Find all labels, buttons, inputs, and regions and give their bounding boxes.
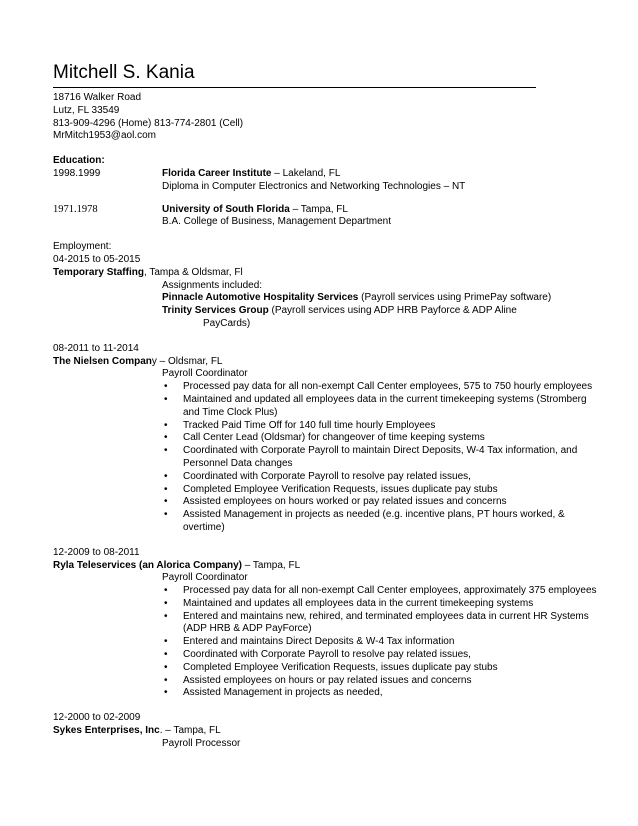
company-location: y – Oldsmar, FL [151, 355, 223, 367]
education-section [53, 155, 598, 229]
bullet-dot-icon: • [164, 636, 168, 648]
bullet-text: Coordinated with Corporate Payroll to maintain Direct Deposits, W-4 Tax information, and Personnel Data changes [183, 445, 578, 469]
bullet-dot-icon: • [164, 381, 168, 393]
bullet-text: Completed Employee Verification Requests, issues duplicate pay stubs [183, 483, 498, 495]
bullet-dot-icon: • [164, 674, 168, 686]
contact-block [53, 92, 598, 143]
bullet-text: Assisted employees on hours worked or pay related issues and concerns [183, 496, 507, 508]
assignment-desc: (Payroll services using PrimePay software) [358, 292, 552, 304]
bullet-item [53, 649, 598, 662]
bullet-dot-icon: • [164, 419, 168, 431]
company-location: – Tampa, FL [241, 559, 301, 571]
bullet-text: Entered and maintains Direct Deposits & W-4 Tax information [183, 636, 455, 648]
bullet-dot-icon: • [164, 496, 168, 508]
company-name: Sykes Enterprises, Inc [53, 725, 160, 737]
bullet-item [53, 585, 598, 598]
bullet-item [53, 484, 598, 497]
education-entry [53, 204, 598, 217]
job-title: Payroll Coordinator [162, 368, 248, 380]
assignment-desc: (Payroll services using ADP HRB Payforce & ADP Aline [268, 305, 517, 317]
company-location: , Tampa & Oldsmar, Fl [143, 266, 243, 278]
bullet-dot-icon: • [164, 597, 168, 609]
bullet-item [53, 662, 598, 675]
bullet-item [53, 420, 598, 433]
education-dates: 1998.1999 [53, 167, 101, 179]
bullet-dot-icon: • [164, 585, 168, 597]
bullet-dot-icon: • [164, 661, 168, 673]
bullet-dot-icon: • [164, 509, 168, 521]
assignments-label: Assignments included: [162, 279, 263, 291]
bullet-text: Assisted employees on hours or pay related issues and concerns [183, 674, 472, 686]
employment-heading: Employment: [53, 241, 112, 253]
education-detail-row [53, 216, 598, 229]
bullet-text: Entered and maintains new, rehired, and terminated employees data in current HR Systems (ADP HRB & ADP PayForce) [183, 610, 589, 635]
bullet-text: Maintained and updated all employees data in the current timekeeping systems (Stromberg and Time Clock Plus) [183, 393, 587, 418]
bullet-text: Call Center Lead (Oldsmar) for changeover of time keeping systems [183, 432, 485, 444]
bullet-dot-icon: • [164, 445, 168, 457]
employment-section [53, 241, 598, 750]
bullet-text: Processed pay data for all non-exempt Call Center employees, 575 to 750 hourly employees [183, 381, 593, 393]
bullet-dot-icon: • [164, 483, 168, 495]
bullet-text: Processed pay data for all non-exempt Call Center employees, approximately 375 employees [183, 585, 597, 597]
bullet-item [53, 598, 598, 611]
bullet-dot-icon: • [164, 470, 168, 482]
school-location: – Lakeland, FL [271, 167, 341, 179]
education-detail-row [53, 181, 598, 194]
bullet-dot-icon: • [164, 649, 168, 661]
assignment-desc-cont: PayCards) [203, 317, 251, 329]
assignment-name: Pinnacle Automotive Hospitality Services [162, 292, 359, 304]
bullet-item [53, 432, 598, 445]
education-entry [53, 168, 598, 181]
bullet-text: Assisted Management in projects as needed, [183, 687, 383, 699]
candidate-name: Mitchell S. Kania [53, 62, 195, 83]
bullet-dot-icon: • [164, 393, 168, 405]
bullet-dot-icon: • [164, 432, 168, 444]
city-line: Lutz, FL 33549 [53, 104, 120, 116]
job-dates: 12-2000 to 02-2009 [53, 712, 141, 724]
header-rule [53, 87, 536, 88]
company-name: Temporary Staffing [53, 266, 144, 278]
job-title: Payroll Coordinator [162, 572, 248, 584]
education-detail: Diploma in Computer Electronics and Networking Technologies – NT [162, 180, 466, 192]
bullet-text: Maintained and updates all employees data in the current timekeeping systems [183, 597, 534, 609]
bullet-item [53, 611, 598, 637]
company-name: Ryla Teleservices (an Alorica Company) [53, 559, 242, 571]
bullet-item [53, 675, 598, 688]
email-line: MrMitch1953@aol.com [53, 130, 156, 142]
bullet-text: Coordinated with Corporate Payroll to resolve pay related issues, [183, 649, 471, 661]
bullet-item [53, 445, 598, 471]
bullet-text: Tracked Paid Time Off for 140 full time hourly Employees [183, 419, 436, 431]
job-bullets [53, 585, 598, 700]
job-dates: 12-2009 to 08-2011 [53, 546, 140, 558]
address-line: 18716 Walker Road [53, 92, 142, 103]
bullet-item [53, 471, 598, 484]
education-dates: 1971.1978 [53, 203, 98, 215]
bullet-item [53, 394, 598, 420]
bullet-item [53, 636, 598, 649]
bullet-item [53, 496, 598, 509]
school-name: University of South Florida [162, 203, 290, 215]
education-detail: B.A. College of Business, Management Department [162, 216, 392, 228]
bullet-text: Completed Employee Verification Requests, issues duplicate pay stubs [183, 661, 498, 673]
bullet-item [53, 509, 598, 535]
assignment-name: Trinity Services Group [162, 305, 269, 317]
job-title: Payroll Processor [162, 737, 241, 749]
job-bullets [53, 381, 598, 535]
school-location: – Tampa, FL [289, 203, 348, 215]
bullet-dot-icon: • [164, 687, 168, 699]
school-name: Florida Career Institute [162, 167, 272, 179]
phone-line: 813-909-4296 (Home) 813-774-2801 (Cell) [53, 117, 244, 129]
bullet-item [53, 381, 598, 394]
bullet-text: Assisted Management in projects as needed (e.g. incentive plans, PT hours worked, & overtime) [183, 509, 565, 533]
company-name: The Nielsen Compan [53, 355, 152, 367]
bullet-text: Coordinated with Corporate Payroll to resolve pay related issues, [183, 470, 471, 482]
company-location: . – Tampa, FL [159, 725, 221, 737]
bullet-item [53, 687, 598, 700]
education-heading: Education: [53, 155, 105, 167]
job-dates: 04-2015 to 05-2015 [53, 253, 141, 265]
bullet-dot-icon: • [164, 610, 168, 622]
job-dates: 08-2011 to 11-2014 [53, 342, 139, 354]
resume-page [53, 60, 598, 751]
